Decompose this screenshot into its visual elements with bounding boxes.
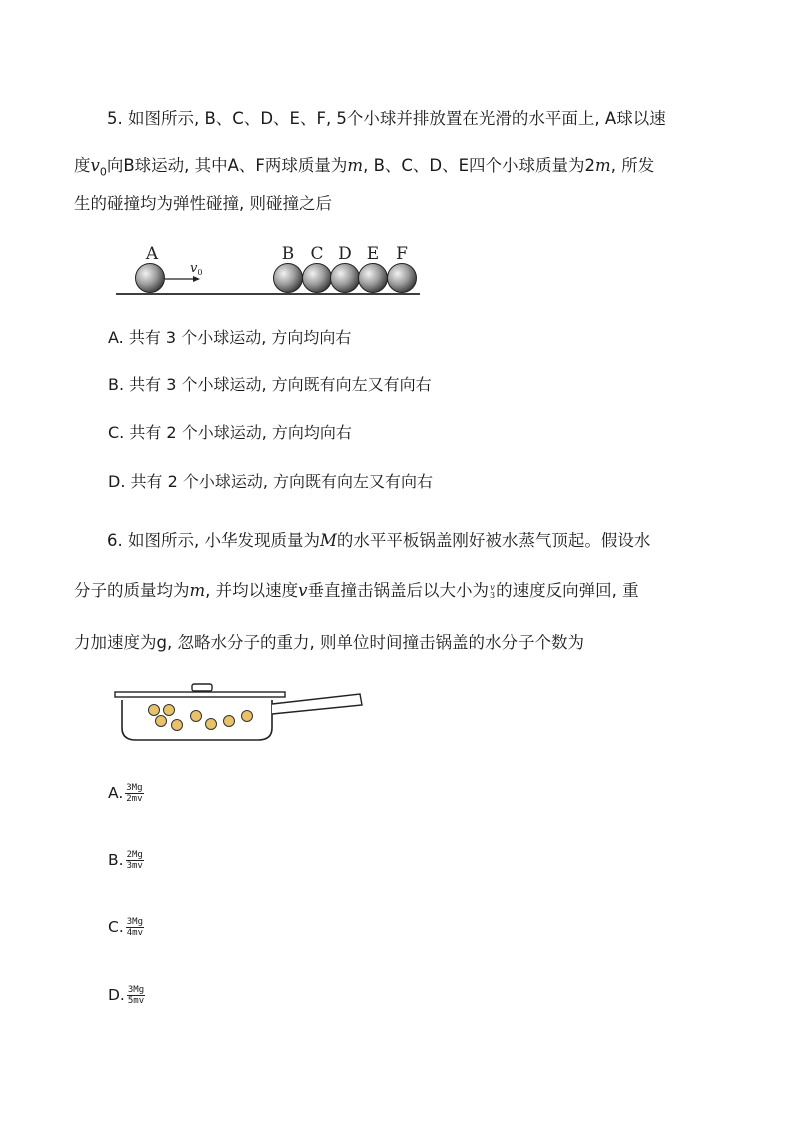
ball-a	[136, 264, 165, 293]
ball-f	[388, 264, 417, 293]
q6-line-3: 力加速度为g, 忽略水分子的重力, 则单位时间撞击锅盖的水分子个数为	[74, 633, 584, 652]
v0-symbol: v	[90, 156, 100, 175]
q6-line-1: 6. 如图所示, 小华发现质量为M的水平平板锅盖刚好被水蒸气顶起。假设水	[107, 531, 651, 550]
pan-lid	[115, 692, 285, 697]
fraction: $\frac{3Mg}{2mv}$	[126, 783, 143, 804]
fraction: $\frac{2Mg}{3mv}$	[126, 850, 143, 871]
ball-e	[359, 264, 388, 293]
ball-d-label: D	[338, 244, 352, 264]
q6-option-d[interactable]: D. $\frac{3Mg}{5mv}$	[108, 985, 145, 1006]
q5-option-d[interactable]: D. 共有 2 个小球运动, 方向既有向左又有向右	[108, 472, 434, 491]
q5-option-c[interactable]: C. 共有 2 个小球运动, 方向均向右	[108, 423, 352, 442]
q5-option-a[interactable]: A. 共有 3 个小球运动, 方向均向右	[108, 328, 352, 347]
collision-figure	[112, 236, 424, 300]
ball-a-label: A	[145, 244, 159, 264]
q5-line-1: 5. 如图所示, B、C、D、E、F, 5个小球并排放置在光滑的水平面上, A球以速	[107, 109, 666, 128]
v-over-3-fraction: v 3	[489, 582, 496, 600]
q5-line-2: 度$v_0$向B球运动, 其中A、F两球质量为m, B、C、D、E四个小球质量为2m, 所发	[74, 156, 655, 179]
ball-b	[274, 264, 303, 293]
ball-c-label: C	[310, 244, 324, 264]
fraction: $\frac{3Mg}{4mv}$	[126, 917, 144, 938]
q6-line-2: 分子的质量均为m, 并均以速度v垂直撞击锅盖后以大小为 v 3 的速度反向弹回, 重	[74, 581, 639, 600]
ball-f-label: F	[396, 244, 408, 264]
ball-c	[303, 264, 332, 293]
pan-figure	[112, 680, 372, 746]
ball-d	[331, 264, 360, 293]
q6-option-c[interactable]: C. $\frac{3Mg}{4mv}$	[108, 917, 144, 938]
velocity-label: $v_0$	[190, 261, 203, 277]
q6-option-a[interactable]: A. $\frac{3Mg}{2mv}$	[108, 783, 143, 804]
fraction: $\frac{3Mg}{5mv}$	[127, 985, 145, 1006]
ball-b-label: B	[281, 244, 295, 264]
ball-e-label: E	[366, 244, 380, 264]
lid-knob	[192, 684, 212, 691]
q5-line-3: 生的碰撞均为弹性碰撞, 则碰撞之后	[74, 194, 332, 213]
q6-option-b[interactable]: B. $\frac{2Mg}{3mv}$	[108, 850, 143, 871]
q5-option-b[interactable]: B. 共有 3 个小球运动, 方向既有向左又有向右	[108, 375, 432, 394]
